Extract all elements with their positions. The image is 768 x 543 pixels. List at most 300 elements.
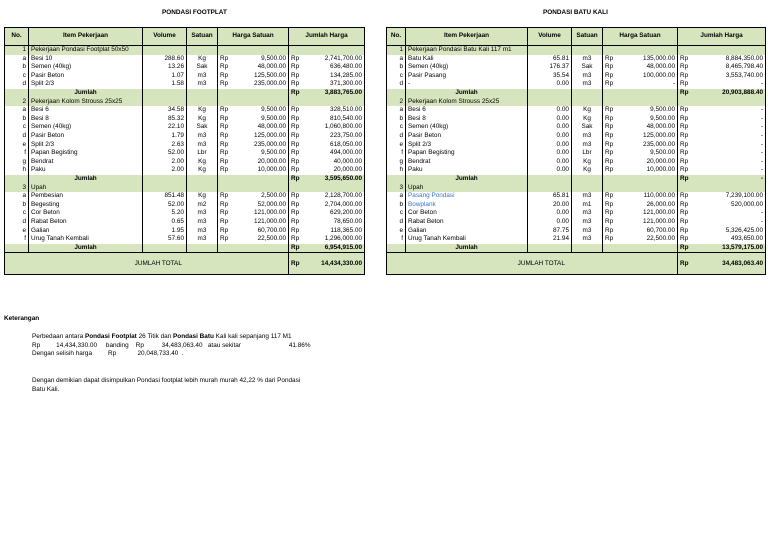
row-rp: Rp <box>603 166 618 175</box>
row-satuan: m3 <box>572 72 603 81</box>
table-row <box>5 72 365 81</box>
grand-total-value: 14,434,330.00 <box>304 253 365 275</box>
row-item: Papan Begisting <box>29 149 143 158</box>
row-volume: 65.81 <box>528 55 572 64</box>
row-item: Papan Begisting <box>406 149 528 158</box>
row-letter: b <box>5 63 29 72</box>
row-letter: a <box>5 106 29 115</box>
row-volume: 21.94 <box>528 235 572 244</box>
row-jumlah: - <box>693 106 766 115</box>
row-volume: 1.07 <box>143 72 187 81</box>
row-volume: 13.26 <box>143 63 187 72</box>
grand-total-value: 34,483,063.40 <box>693 253 766 275</box>
section-title: Upah <box>406 184 528 193</box>
row-jumlah: 118,365.00 <box>304 226 365 235</box>
row-item: Split 2/3 <box>29 141 143 150</box>
row-rp: Rp <box>218 115 233 124</box>
row-jumlah: 520,000.00 <box>693 201 766 210</box>
row-rp: Rp <box>289 166 304 175</box>
row-satuan: Kg <box>187 55 218 64</box>
row-letter: h <box>387 166 406 175</box>
row-letter: c <box>5 72 29 81</box>
row-rp: Rp <box>289 141 304 150</box>
row-jumlah: - <box>693 166 766 175</box>
row-letter: d <box>5 132 29 141</box>
row-harga: 9,500.00 <box>233 106 289 115</box>
row-satuan: Kg <box>187 115 218 124</box>
row-rp: Rp <box>678 158 693 167</box>
row-letter: b <box>387 115 406 124</box>
row-item: Pasir Pasang <box>406 72 528 81</box>
row-rp: Rp <box>603 209 618 218</box>
row-volume: 0.00 <box>528 218 572 227</box>
row-rp: Rp <box>218 192 233 201</box>
row-jumlah: 618,050.00 <box>304 141 365 150</box>
row-rp: Rp <box>678 63 693 72</box>
table-row <box>5 115 365 124</box>
subtotal-rp: Rp <box>678 175 693 184</box>
row-item: Pasir Beton <box>29 72 143 81</box>
row-rp: Rp <box>678 141 693 150</box>
row-satuan: m3 <box>187 226 218 235</box>
row-rp: Rp <box>218 123 233 132</box>
row-rp: Rp <box>289 209 304 218</box>
row-rp: Rp <box>678 149 693 158</box>
row-harga: 121,000.00 <box>618 218 678 227</box>
subtotal-rp: Rp <box>678 244 693 253</box>
section-title: Pekerjaan Kolom Strouss 25x25 <box>406 98 528 107</box>
row-rp: Rp <box>678 192 693 201</box>
row-satuan: m3 <box>187 80 218 89</box>
row-harga: - <box>618 80 678 89</box>
row-satuan: m3 <box>187 141 218 150</box>
subtotal-row <box>387 89 766 98</box>
row-satuan: Lbr <box>572 149 603 158</box>
row-jumlah: 20,000.00 <box>304 166 365 175</box>
table-row <box>5 149 365 158</box>
header-no: No. <box>5 28 29 46</box>
row-harga: 125,000.00 <box>618 132 678 141</box>
row-satuan: Kg <box>187 158 218 167</box>
subtotal-rp: Rp <box>678 89 693 98</box>
subtotal-label: Jumlah <box>29 89 143 98</box>
row-jumlah: 2,741,700.00 <box>304 55 365 64</box>
table-row <box>387 158 766 167</box>
row-item: Cor Beton <box>406 209 528 218</box>
subtotal-label: Jumlah <box>29 244 143 253</box>
row-volume: 65.81 <box>528 192 572 201</box>
row-rp: Rp <box>603 192 618 201</box>
row-rp: Rp <box>289 106 304 115</box>
row-volume: 35.54 <box>528 72 572 81</box>
row-letter: g <box>387 158 406 167</box>
row-harga: 9,500.00 <box>618 106 678 115</box>
row-volume: 34.58 <box>143 106 187 115</box>
grand-total-rp: Rp <box>678 253 693 275</box>
row-item: Pembesian <box>29 192 143 201</box>
row-harga: 60,700.00 <box>233 226 289 235</box>
table-row <box>5 123 365 132</box>
notes-line-5: Batu Kali. <box>32 385 60 393</box>
header-volume: Volume <box>143 28 187 46</box>
row-harga: 121,000.00 <box>233 209 289 218</box>
table-header-row <box>387 28 766 46</box>
row-item: Rabat Beton <box>29 218 143 227</box>
row-jumlah: - <box>693 123 766 132</box>
row-harga: 235,000.00 <box>618 141 678 150</box>
row-letter: g <box>5 158 29 167</box>
row-harga: 9,500.00 <box>233 149 289 158</box>
row-volume: 288.60 <box>143 55 187 64</box>
row-rp: Rp <box>603 55 618 64</box>
section-no: 2 <box>387 98 406 107</box>
row-rp: Rp <box>603 149 618 158</box>
row-rp: Rp <box>289 235 304 244</box>
row-jumlah: 493,650.00 <box>693 235 766 244</box>
row-rp: Rp <box>603 123 618 132</box>
row-rp: Rp <box>218 201 233 210</box>
subtotal-label: Jumlah <box>406 175 528 184</box>
row-harga: 48,000.00 <box>618 63 678 72</box>
row-rp: Rp <box>603 235 618 244</box>
section-row <box>5 98 365 107</box>
subtotal-rp: Rp <box>289 89 304 98</box>
row-letter: e <box>387 226 406 235</box>
row-jumlah: - <box>693 115 766 124</box>
row-jumlah: - <box>693 218 766 227</box>
table-row <box>387 235 766 244</box>
table-row <box>387 218 766 227</box>
notes-line-1: Perbedaan antara Pondasi Footplat 26 Titik dan Pondasi Batu Kali kali sepanjang 117 M1 <box>32 332 292 340</box>
subtotal-value: 13,579,175.00 <box>693 244 766 253</box>
row-satuan: m3 <box>572 226 603 235</box>
header-jumlah: Jumlah Harga <box>289 28 365 46</box>
row-jumlah: 1,060,800.00 <box>304 123 365 132</box>
row-letter: d <box>387 218 406 227</box>
subtotal-label: Jumlah <box>406 244 528 253</box>
table-row <box>5 226 365 235</box>
row-harga: 125,000.00 <box>233 132 289 141</box>
row-letter: a <box>5 55 29 64</box>
table-row <box>5 55 365 64</box>
section-title: Pekerjaan Pondasi Batu Kali 117 m1 <box>406 46 528 55</box>
section-no: 3 <box>387 184 406 193</box>
row-satuan: m3 <box>187 235 218 244</box>
row-volume: 0.00 <box>528 115 572 124</box>
subtotal-row <box>5 244 365 253</box>
row-satuan: m3 <box>572 80 603 89</box>
row-jumlah: 7,239,100.00 <box>693 192 766 201</box>
row-letter: e <box>5 226 29 235</box>
row-item: Besi 10 <box>29 55 143 64</box>
row-jumlah: 78,650.00 <box>304 218 365 227</box>
row-letter: f <box>5 235 29 244</box>
row-jumlah: 8,465,798.40 <box>693 63 766 72</box>
subtotal-value: 20,903,888.40 <box>693 89 766 98</box>
row-letter: f <box>387 235 406 244</box>
row-item: Besi 6 <box>29 106 143 115</box>
row-harga: 100,000.00 <box>618 72 678 81</box>
row-volume: 0.00 <box>528 106 572 115</box>
left-title: PONDASI FOOTPLAT <box>162 9 227 16</box>
row-satuan: Kg <box>187 106 218 115</box>
row-item: Urug Tanah Kembali <box>406 235 528 244</box>
section-row <box>387 98 766 107</box>
row-harga: 9,500.00 <box>618 115 678 124</box>
row-rp: Rp <box>678 209 693 218</box>
row-jumlah: 3,553,740.00 <box>693 72 766 81</box>
row-letter: c <box>5 209 29 218</box>
subtotal-rp: Rp <box>289 175 304 184</box>
row-volume: 1.79 <box>143 132 187 141</box>
row-letter: c <box>387 123 406 132</box>
row-rp: Rp <box>218 158 233 167</box>
row-volume: 87.75 <box>528 226 572 235</box>
table-row <box>387 115 766 124</box>
row-rp: Rp <box>218 106 233 115</box>
row-letter: d <box>387 132 406 141</box>
row-satuan: m3 <box>572 218 603 227</box>
row-satuan: Kg <box>572 115 603 124</box>
row-letter: a <box>387 192 406 201</box>
row-item: Begesting <box>29 201 143 210</box>
row-satuan: Sak <box>187 63 218 72</box>
table-row <box>5 201 365 210</box>
row-item: Split 2/3 <box>29 80 143 89</box>
row-rp: Rp <box>218 132 233 141</box>
row-harga: 9,500.00 <box>233 115 289 124</box>
row-rp: Rp <box>289 123 304 132</box>
row-harga: 2,500.00 <box>233 192 289 201</box>
subtotal-row <box>5 175 365 184</box>
row-rp: Rp <box>603 63 618 72</box>
table-row <box>5 63 365 72</box>
notes-line-4: Dengan demikian dapat disimpulkan Pondasi footplat lebih murah murah 42,22 % dari Pondasi <box>32 377 301 385</box>
row-volume: 2.63 <box>143 141 187 150</box>
row-item: Galian <box>406 226 528 235</box>
row-rp: Rp <box>289 80 304 89</box>
right-title: PONDASI BATU KALI <box>543 9 608 16</box>
row-item: Pasir Beton <box>29 132 143 141</box>
row-item: Besi 6 <box>406 106 528 115</box>
row-volume: 2.00 <box>143 166 187 175</box>
grand-total-label: JUMLAH TOTAL <box>406 253 678 275</box>
grand-total-label: JUMLAH TOTAL <box>29 253 289 275</box>
row-rp: Rp <box>603 218 618 227</box>
row-rp: Rp <box>603 226 618 235</box>
row-volume: 0.00 <box>528 132 572 141</box>
row-rp: Rp <box>218 55 233 64</box>
subtotal-row <box>387 175 766 184</box>
row-jumlah: 134,285.00 <box>304 72 365 81</box>
row-harga: 26,000.00 <box>618 201 678 210</box>
row-letter: b <box>387 63 406 72</box>
row-harga: 48,000.00 <box>233 63 289 72</box>
table-header-row <box>5 28 365 46</box>
row-satuan: m2 <box>187 201 218 210</box>
row-rp: Rp <box>603 158 618 167</box>
row-rp: Rp <box>218 209 233 218</box>
section-title: Pekerjaan Kolom Strouss 25x25 <box>29 98 143 107</box>
left-cost-table <box>4 27 365 275</box>
row-item: Besi 8 <box>406 115 528 124</box>
row-rp: Rp <box>678 166 693 175</box>
subtotal-value: 3,883,765.00 <box>304 89 365 98</box>
row-harga: 235,000.00 <box>233 141 289 150</box>
section-title: Pekerjaan Pondasi Footplat 50x50 <box>29 46 143 55</box>
row-harga: 125,500.00 <box>233 72 289 81</box>
row-rp: Rp <box>289 226 304 235</box>
table-row <box>387 63 766 72</box>
subtotal-value: 6,954,915.00 <box>304 244 365 253</box>
row-rp: Rp <box>678 106 693 115</box>
row-satuan: Kg <box>187 166 218 175</box>
row-volume: 851.48 <box>143 192 187 201</box>
row-jumlah: 8,884,350.00 <box>693 55 766 64</box>
row-item: Semen (40kg) <box>29 63 143 72</box>
row-harga: 22,500.00 <box>233 235 289 244</box>
row-jumlah: 1,296,000.00 <box>304 235 365 244</box>
row-satuan: m3 <box>572 141 603 150</box>
table-row <box>387 226 766 235</box>
row-rp: Rp <box>289 218 304 227</box>
row-item: Besi 8 <box>29 115 143 124</box>
row-volume: 0.00 <box>528 80 572 89</box>
row-item: Pasir Beton <box>406 132 528 141</box>
subtotal-label: Jumlah <box>406 89 528 98</box>
row-jumlah: 40,000.00 <box>304 158 365 167</box>
row-satuan: m3 <box>187 132 218 141</box>
row-item: Galian <box>29 226 143 235</box>
row-rp: Rp <box>678 235 693 244</box>
right-cost-table <box>386 27 766 275</box>
row-item: Semen (40kg) <box>406 123 528 132</box>
section-row <box>5 184 365 193</box>
row-letter: c <box>5 123 29 132</box>
row-volume: 57.60 <box>143 235 187 244</box>
table-row <box>387 192 766 201</box>
row-item: Bendrat <box>29 158 143 167</box>
table-row <box>5 132 365 141</box>
section-row <box>387 46 766 55</box>
row-jumlah: 636,480.00 <box>304 63 365 72</box>
row-volume: 5.20 <box>143 209 187 218</box>
row-item: Batu Kali <box>406 55 528 64</box>
row-rp: Rp <box>603 72 618 81</box>
row-jumlah: 810,540.00 <box>304 115 365 124</box>
section-no: 1 <box>387 46 406 55</box>
header-no: No. <box>387 28 406 46</box>
section-row <box>387 184 766 193</box>
header-satuan: Satuan <box>187 28 218 46</box>
row-rp: Rp <box>678 55 693 64</box>
row-satuan: Sak <box>572 123 603 132</box>
header-harga: Harga Satuan <box>603 28 678 46</box>
row-rp: Rp <box>678 132 693 141</box>
row-item: Paku <box>29 166 143 175</box>
row-item: Rabat Beton <box>406 218 528 227</box>
row-harga: 10,000.00 <box>618 166 678 175</box>
row-harga: 52,000.00 <box>233 201 289 210</box>
grand-total-rp: Rp <box>289 253 304 275</box>
row-volume: 0.00 <box>528 209 572 218</box>
row-rp: Rp <box>289 115 304 124</box>
row-rp: Rp <box>289 158 304 167</box>
row-rp: Rp <box>218 149 233 158</box>
notes-line-3: Dengan selisih harga Rp 20,048,733.40 . <box>32 350 184 358</box>
table-row <box>387 80 766 89</box>
row-rp: Rp <box>603 132 618 141</box>
row-satuan: m3 <box>572 192 603 201</box>
section-title: Upah <box>29 184 143 193</box>
header-volume: Volume <box>528 28 572 46</box>
row-satuan: m3 <box>187 209 218 218</box>
row-satuan: m3 <box>572 55 603 64</box>
table-row <box>5 218 365 227</box>
row-letter: c <box>387 209 406 218</box>
table-row <box>387 149 766 158</box>
row-rp: Rp <box>218 235 233 244</box>
row-item: - <box>406 80 528 89</box>
row-letter: f <box>5 149 29 158</box>
row-rp: Rp <box>603 201 618 210</box>
row-harga: 135,000.00 <box>618 55 678 64</box>
row-volume: 0.00 <box>528 166 572 175</box>
row-harga: 235,000.00 <box>233 80 289 89</box>
notes-line-2: Rp 14,434,330.00 banding Rp 34,483,063.40 atau sekitar 41.86% <box>32 341 311 349</box>
row-rp: Rp <box>678 218 693 227</box>
row-harga: 48,000.00 <box>618 123 678 132</box>
row-jumlah: 328,510.00 <box>304 106 365 115</box>
row-jumlah: - <box>693 209 766 218</box>
row-letter: a <box>5 192 29 201</box>
table-row <box>387 209 766 218</box>
row-letter: b <box>387 201 406 210</box>
row-rp: Rp <box>289 192 304 201</box>
subtotal-label: Jumlah <box>29 175 143 184</box>
header-item: Item Pekerjaan <box>29 28 143 46</box>
row-rp: Rp <box>218 166 233 175</box>
table-row <box>5 158 365 167</box>
row-item: Cor Beton <box>29 209 143 218</box>
header-jumlah: Jumlah Harga <box>678 28 766 46</box>
row-harga: 20,000.00 <box>618 158 678 167</box>
subtotal-value: 3,595,650.00 <box>304 175 365 184</box>
header-harga: Harga Satuan <box>218 28 289 46</box>
row-rp: Rp <box>678 201 693 210</box>
row-letter: e <box>387 141 406 150</box>
table-row <box>387 55 766 64</box>
row-jumlah: 629,200.00 <box>304 209 365 218</box>
table-row <box>5 192 365 201</box>
row-rp: Rp <box>218 226 233 235</box>
row-jumlah: - <box>693 149 766 158</box>
row-rp: Rp <box>289 72 304 81</box>
row-letter: b <box>5 115 29 124</box>
table-row <box>5 106 365 115</box>
row-rp: Rp <box>678 115 693 124</box>
table-row <box>5 235 365 244</box>
section-no: 2 <box>5 98 29 107</box>
row-letter: e <box>5 141 29 150</box>
row-jumlah: - <box>693 158 766 167</box>
section-row <box>5 46 365 55</box>
subtotal-value: - <box>693 175 766 184</box>
row-jumlah: 494,000.00 <box>304 149 365 158</box>
row-harga: 9,500.00 <box>233 55 289 64</box>
row-rp: Rp <box>218 141 233 150</box>
subtotal-row <box>5 89 365 98</box>
